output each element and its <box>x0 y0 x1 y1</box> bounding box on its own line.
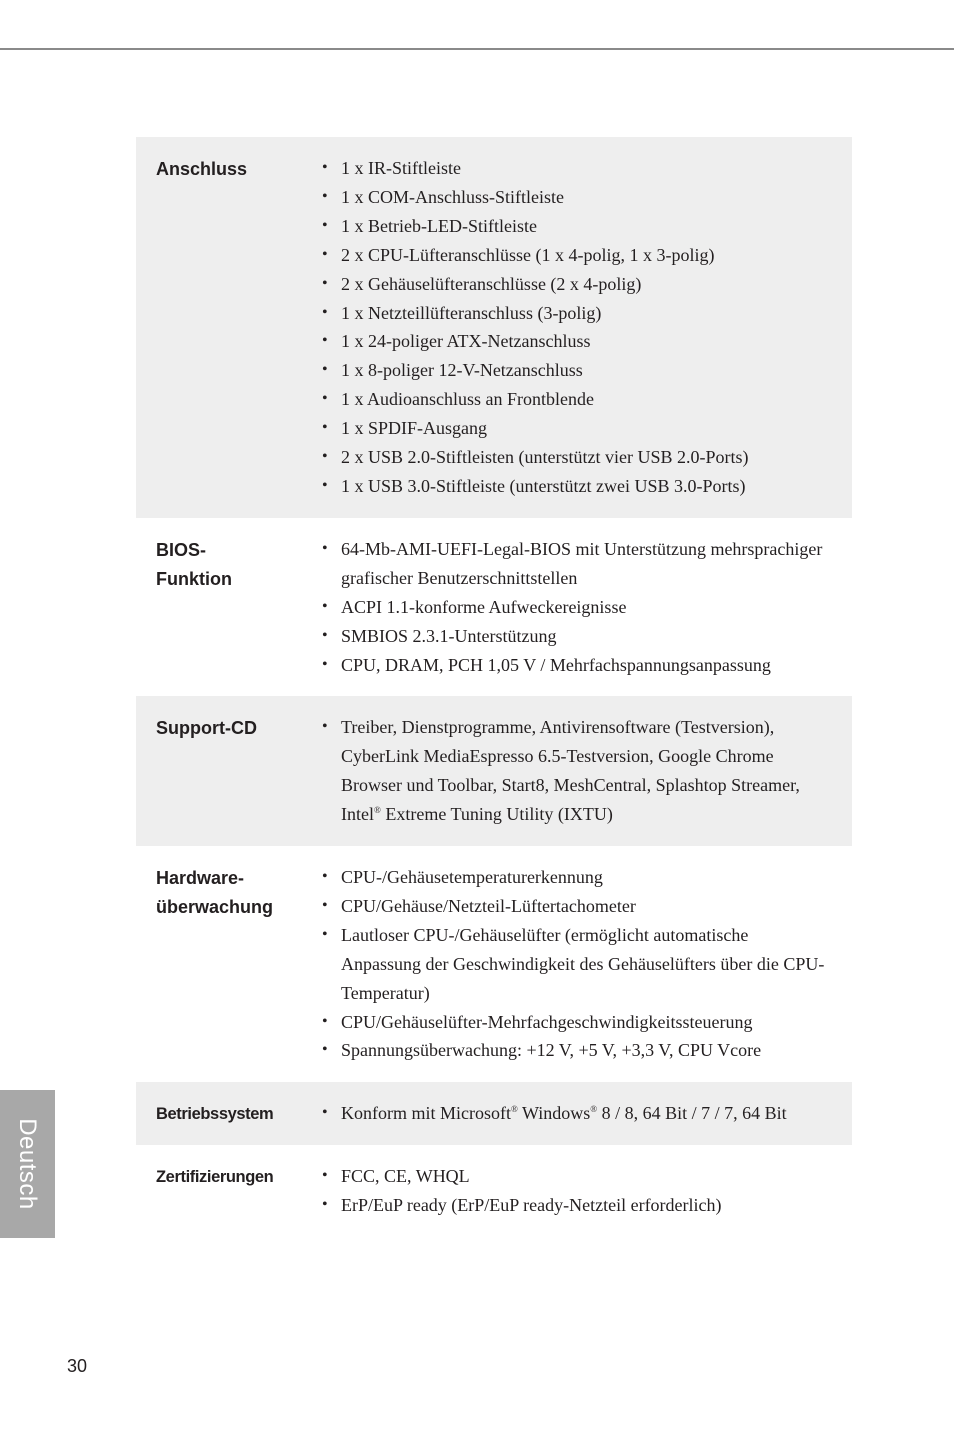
spec-row-os <box>136 1082 852 1145</box>
list-item: • CPU, DRAM, PCH 1,05 V / Mehrfachspannungsanpassung <box>341 651 852 680</box>
language-side-tab <box>0 1090 55 1238</box>
list-item: • Lautloser CPU-/Gehäuselüfter (ermöglicht automatische Anpassung der Geschwindigkeit des Gehäuselüfters über die CPU-Temperatur) <box>341 921 852 1008</box>
row-label-line: Funktion <box>156 568 232 589</box>
list-item: • ACPI 1.1-konforme Aufweckereignisse <box>341 593 852 622</box>
header-rule <box>0 48 954 50</box>
list-item <box>341 713 852 829</box>
spec-row-support-cd <box>136 696 852 846</box>
row-label <box>156 536 306 594</box>
list-item: • 1 x USB 3.0-Stiftleiste (unterstützt zwei USB 3.0-Ports) <box>341 472 852 501</box>
list-item: • FCC, CE, WHQL <box>341 1162 852 1191</box>
list-item: • 2 x Gehäuselüfteranschlüsse (2 x 4-polig) <box>341 270 852 299</box>
list-item: • 1 x SPDIF-Ausgang <box>341 414 852 443</box>
row-label <box>156 864 306 922</box>
item-list <box>136 154 852 501</box>
spec-row-anschluss <box>136 137 852 518</box>
spec-row-hardware-monitor <box>136 846 852 1082</box>
list-item: • 1 x Audioanschluss an Frontblende <box>341 385 852 414</box>
row-label-line: überwachung <box>156 897 274 918</box>
registered-mark: ® <box>590 1104 598 1115</box>
row-label-line: Hardware- <box>156 868 245 889</box>
list-item <box>341 1099 852 1128</box>
item-text: Windows <box>517 1103 591 1124</box>
registered-mark: ® <box>510 1104 518 1115</box>
list-item: • SMBIOS 2.3.1-Unterstützung <box>341 622 852 651</box>
spec-row-certifications <box>136 1145 852 1237</box>
row-label: Anschluss <box>156 159 248 179</box>
row-label: Zertifizierungen <box>156 1168 274 1187</box>
list-item: • 64-Mb-AMI-UEFI-Legal-BIOS mit Unterstützung mehrsprachiger grafischer Benutzerschnittstellen <box>341 535 852 593</box>
item-text: Treiber, Dienstprogramme, Antivirensoftware (Testversion), CyberLink MediaEspresso 6.5-Testversion, Google Chrome Browser und Toolbar, Start8, MeshCentral, Splashtop Streamer, Intel <box>341 717 800 825</box>
row-label-line: BIOS- <box>156 539 207 560</box>
list-item: • 1 x Netzteillüfteranschluss (3-polig) <box>341 299 852 328</box>
list-item: • 2 x USB 2.0-Stiftleisten (unterstützt vier USB 2.0-Ports) <box>341 443 852 472</box>
list-item: • 2 x CPU-Lüfteranschlüsse (1 x 4-polig, 1 x 3-polig) <box>341 241 852 270</box>
list-item: • 1 x 24-poliger ATX-Netzanschluss <box>341 327 852 356</box>
list-item: • CPU/Gehäuse/Netzteil-Lüftertachometer <box>341 892 852 921</box>
list-item: • CPU-/Gehäusetemperaturerkennung <box>341 863 852 892</box>
spec-table <box>136 137 852 1237</box>
spec-row-bios <box>136 518 852 697</box>
list-item: • ErP/EuP ready (ErP/EuP ready-Netzteil erforderlich) <box>341 1191 852 1220</box>
item-text: Extreme Tuning Utility (IXTU) <box>380 804 613 825</box>
list-item: • 1 x COM-Anschluss-Stiftleiste <box>341 183 852 212</box>
list-item: • 1 x 8-poliger 12-V-Netzanschluss <box>341 356 852 385</box>
item-text: 8 / 8, 64 Bit / 7 / 7, 64 Bit <box>597 1103 787 1124</box>
page-number: 30 <box>67 1356 88 1376</box>
list-item: • 1 x Betrieb-LED-Stiftleiste <box>341 212 852 241</box>
item-text: Konform mit Microsoft <box>341 1103 511 1124</box>
list-item: • Spannungsüberwachung: +12 V, +5 V, +3,3 V, CPU Vcore <box>341 1036 852 1065</box>
row-label: Betriebssystem <box>156 1105 274 1124</box>
list-item: • 1 x IR-Stiftleiste <box>341 154 852 183</box>
side-tab-label: Deutsch <box>14 1118 41 1210</box>
list-item: • CPU/Gehäuselüfter-Mehrfachgeschwindigkeitssteuerung <box>341 1008 852 1037</box>
registered-mark: ® <box>374 805 381 816</box>
row-label: Support-CD <box>156 718 257 739</box>
